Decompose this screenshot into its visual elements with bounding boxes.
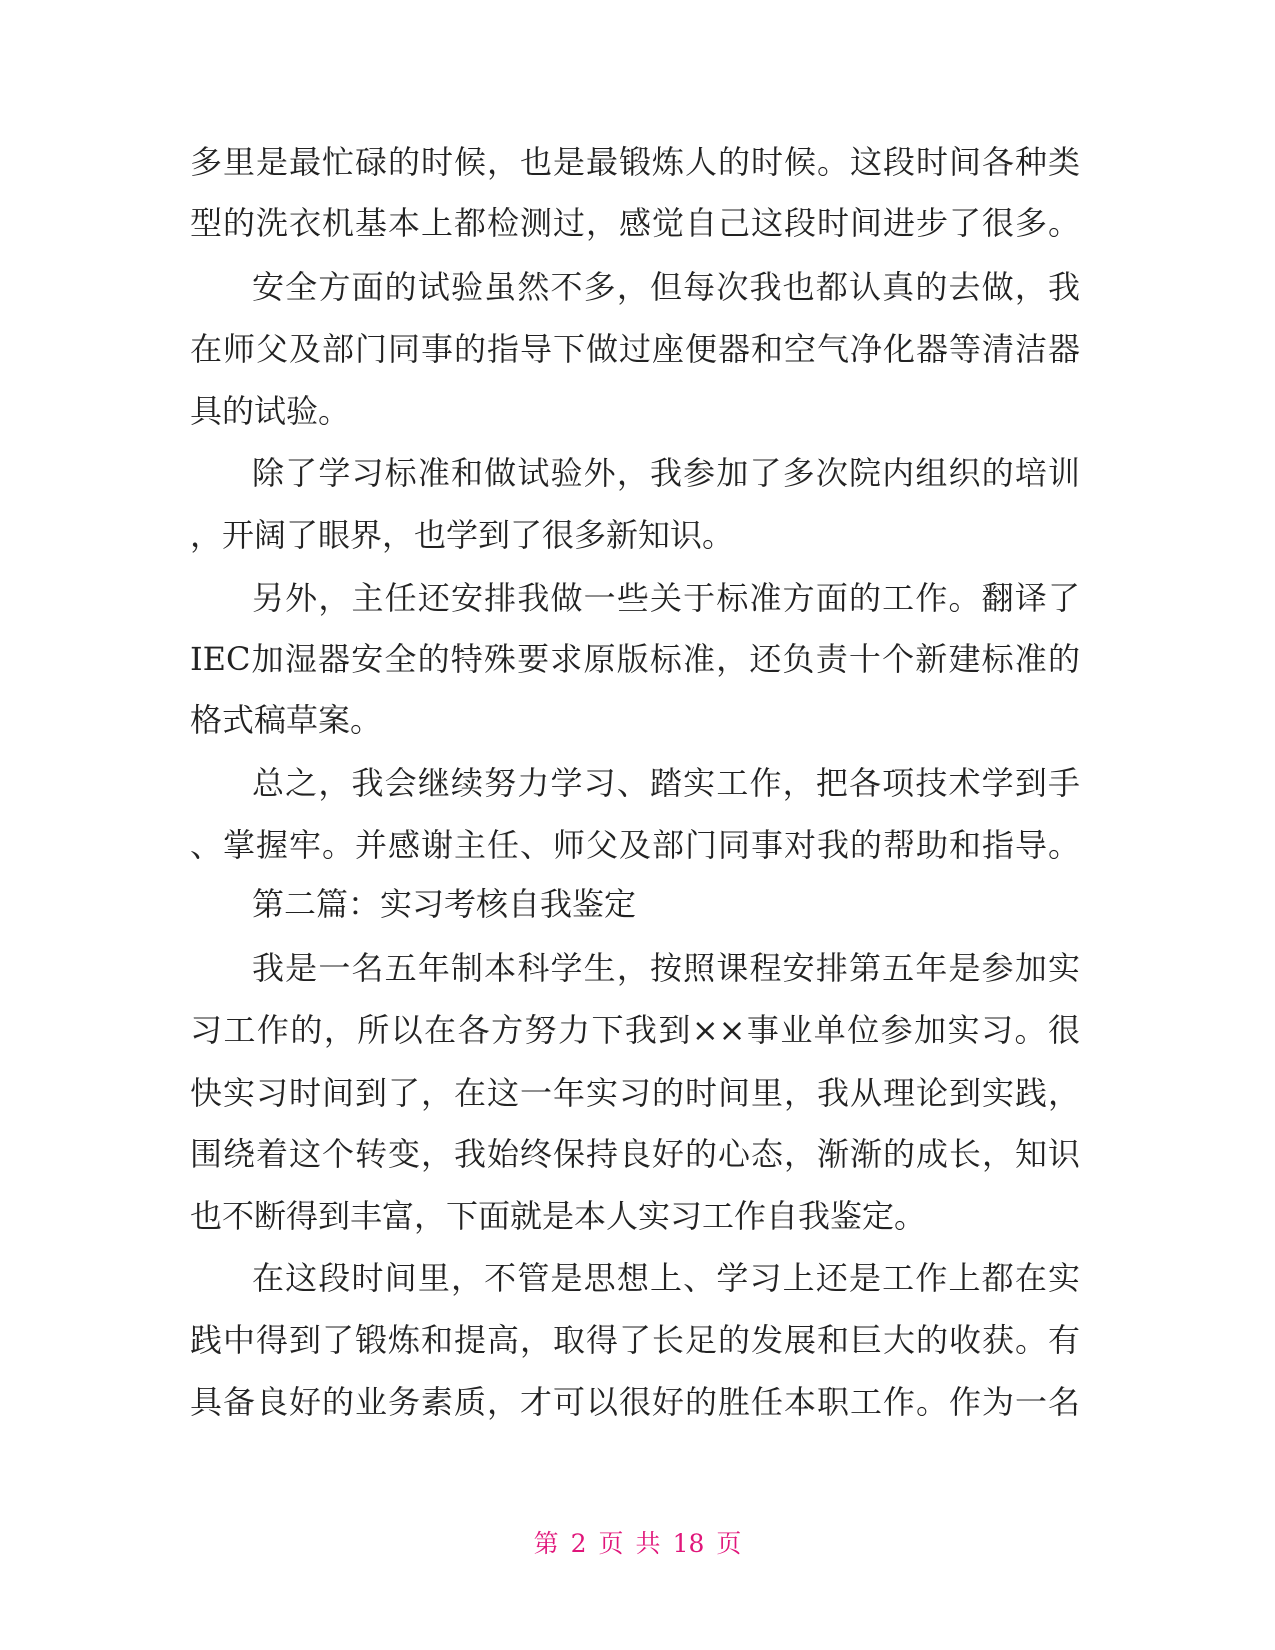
page-number-footer: [0, 1528, 1275, 1560]
footer-suffix: 页: [716, 1529, 742, 1558]
text-line: ，开阔了眼界，也学到了很多新知识。: [190, 516, 735, 554]
current-page-number: 2: [570, 1529, 587, 1558]
footer-page-word: 页: [598, 1529, 624, 1558]
text-line: IEC加湿器安全的特殊要求原版标准，还负责十个新建标准的: [190, 640, 1080, 678]
text-line: 践中得到了锻炼和提高，取得了长足的发展和巨大的收获。有: [190, 1321, 1080, 1359]
text-line: 总之，我会继续努力学习、踏实工作，把各项技术学到手: [252, 764, 1080, 802]
section-heading: 第二篇：实习考核自我鉴定: [252, 885, 637, 923]
text-line: 快实习时间到了，在这一年实习的时间里，我从理论到实践，: [190, 1074, 1080, 1112]
text-line: 也不断得到丰富，下面就是本人实习工作自我鉴定。: [190, 1197, 927, 1235]
text-line: 具的试验。: [190, 392, 351, 430]
text-line: 另外，主任还安排我做一些关于标准方面的工作。翻译了: [252, 579, 1080, 617]
text-line: 在师父及部门同事的指导下做过座便器和空气净化器等清洁器: [190, 330, 1080, 368]
text-line: 、掌握牢。并感谢主任、师父及部门同事对我的帮助和指导。: [190, 826, 1080, 864]
text-line: 在这段时间里，不管是思想上、学习上还是工作上都在实: [252, 1259, 1080, 1297]
text-line: 安全方面的试验虽然不多，但每次我也都认真的去做，我: [252, 268, 1080, 306]
text-line: 多里是最忙碌的时候，也是最锻炼人的时候。这段时间各种类: [190, 143, 1080, 181]
footer-total-word: 共: [635, 1529, 661, 1558]
footer-prefix: 第: [533, 1529, 559, 1558]
total-pages-number: 18: [672, 1529, 705, 1558]
text-line: 型的洗衣机基本上都检测过，感觉自己这段时间进步了很多。: [190, 204, 1080, 242]
text-line: 习工作的，所以在各方努力下我到××事业单位参加实习。很: [190, 1011, 1080, 1049]
text-line: 除了学习标准和做试验外，我参加了多次院内组织的培训: [252, 454, 1080, 492]
text-line: 具备良好的业务素质，才可以很好的胜任本职工作。作为一名: [190, 1383, 1080, 1421]
text-line: 格式稿草案。: [190, 701, 383, 739]
text-line: 我是一名五年制本科学生，按照课程安排第五年是参加实: [252, 949, 1080, 987]
text-line: 围绕着这个转变，我始终保持良好的心态，渐渐的成长，知识: [190, 1135, 1080, 1173]
